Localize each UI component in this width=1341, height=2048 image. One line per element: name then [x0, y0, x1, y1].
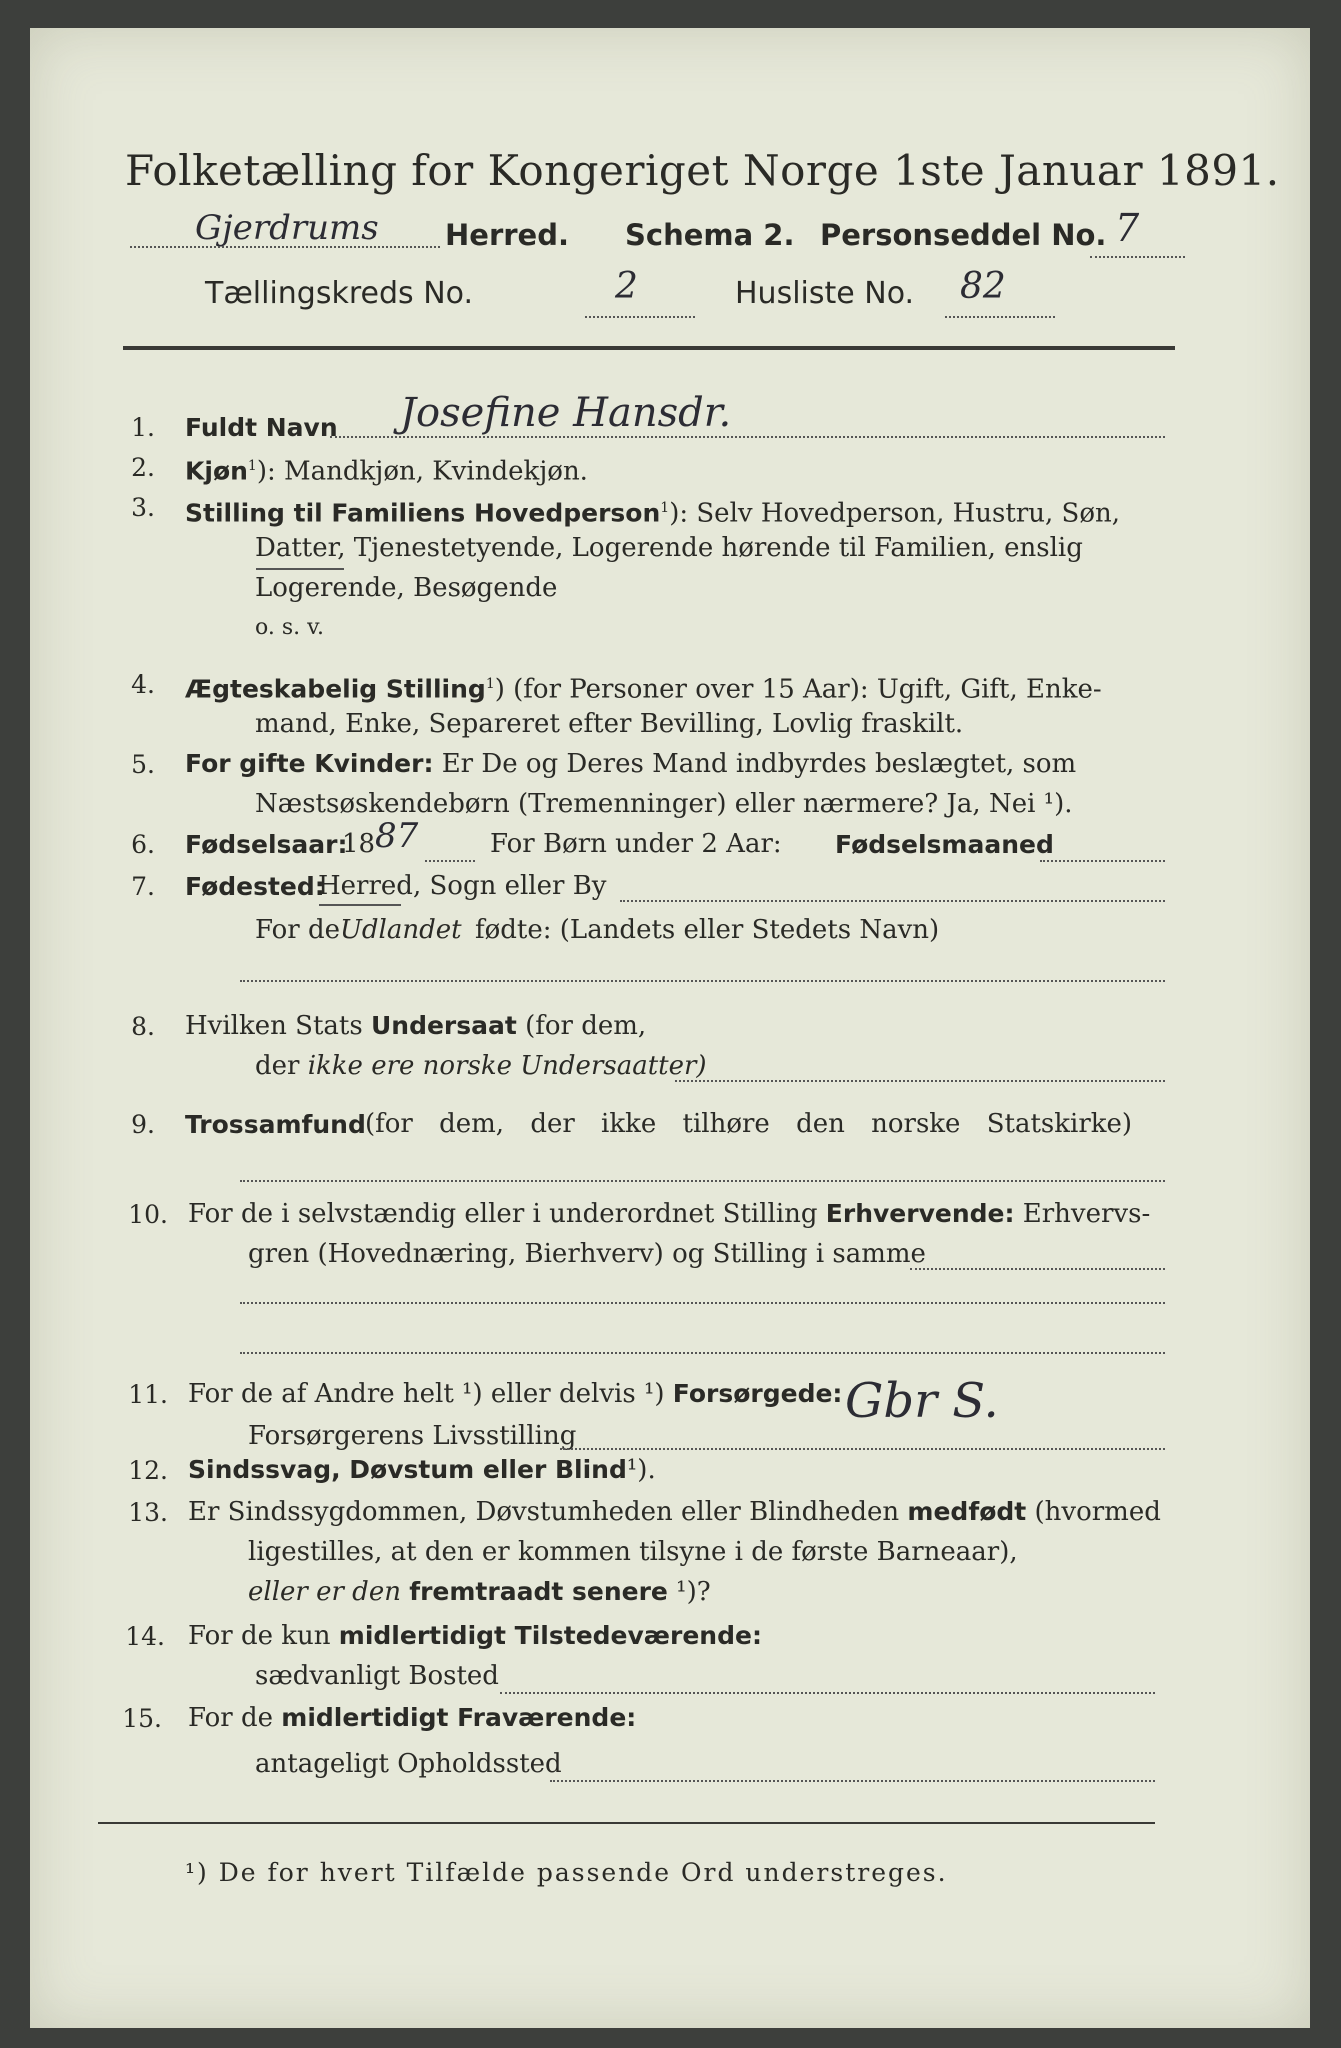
- q1-answer: Josefine Hansdr.: [400, 390, 732, 436]
- q8-label: Undersaat: [370, 1011, 517, 1040]
- q10-line1: [188, 1194, 1150, 1234]
- q2-label: Kjøn: [185, 456, 248, 486]
- q6-dots-b: [1040, 860, 1165, 862]
- q3-line1: Stilling til Familiens Hovedperson$^1$): Selv Hovedperson, Hustru, Søn,: [185, 498, 1121, 529]
- q4-label: Ægteskabelig Stilling: [185, 674, 486, 704]
- footnote-rule: [98, 1822, 1155, 1824]
- q1-number: 1.: [131, 413, 155, 442]
- q10-text1: For de i selvstændig eller i underordnet Stilling: [188, 1199, 818, 1229]
- form-title: Folketælling for Kongeriget Norge 1ste Januar 1891.: [125, 146, 1280, 195]
- q3-text1: ): Selv Hovedperson, Hustru, Søn,: [669, 498, 1121, 529]
- q6-prefix: 18: [342, 829, 376, 859]
- q2-sup: 1: [247, 458, 257, 474]
- husliste-dots: [945, 316, 1055, 318]
- personseddel-value: 7: [1115, 206, 1140, 250]
- footnote: ¹) De for hvert Tilfælde passende Ord understreges.: [185, 1858, 948, 1887]
- q4-line1: Ægteskabelig Stilling$^1$) (for Personer over 15 Aar): Ugift, Gift, Enke-: [185, 674, 1102, 705]
- q14-label: midlertidigt Tilstedeværende:: [338, 1621, 762, 1650]
- header-rule: [123, 346, 1175, 350]
- q3-line4: o. s. v.: [255, 615, 324, 640]
- q12-text: ¹).: [626, 1455, 656, 1485]
- q9-dots: [240, 1180, 1165, 1182]
- q9-text: (for dem, der ikke tilhøre den norske Statskirke): [365, 1109, 1133, 1139]
- q7-text2: For de: [255, 915, 340, 945]
- q13-label: medfødt: [907, 1497, 1027, 1526]
- q7-text3: Udlandet: [340, 915, 462, 945]
- q14-text1a: For de kun: [188, 1621, 331, 1651]
- kreds-dots: [585, 316, 695, 318]
- q11-label: Forsørgede:: [672, 1379, 843, 1408]
- q1-label: Fuldt Navn: [185, 413, 338, 442]
- q6-label2: Fødselsmaaned: [835, 830, 1054, 859]
- q4-text1: ) (for Personer over 15 Aar): Ugift, Gift, Enke-: [494, 674, 1102, 705]
- q8-text2a: der: [255, 1051, 300, 1081]
- q8-dots: [675, 1080, 1165, 1082]
- q9-number: 9.: [131, 1110, 155, 1139]
- q12-line: [188, 1450, 656, 1490]
- husliste-value: 82: [960, 266, 1006, 307]
- q13-line3: [248, 1572, 711, 1612]
- q12-number: 12.: [128, 1456, 168, 1485]
- q7-text4: fødte: (Landets eller Stedets Navn): [475, 915, 940, 945]
- q11-text1: For de af Andre helt ¹) eller delvis ¹): [188, 1379, 665, 1409]
- q14-dots: [500, 1692, 1155, 1694]
- q7-herred-underline: [319, 904, 401, 906]
- schema-label: Schema 2.: [625, 218, 795, 252]
- q13-text3b: ¹)?: [676, 1577, 711, 1607]
- kreds-value: 2: [615, 266, 638, 307]
- census-form: [30, 28, 1310, 2028]
- q3-line3: Logerende, Besøgende: [255, 573, 558, 603]
- q6-answer: 87: [375, 816, 419, 856]
- q15-number: 15.: [122, 1704, 162, 1733]
- herred-value: Gjerdrums: [195, 208, 379, 248]
- q13-text1b: (hvormed: [1034, 1497, 1161, 1527]
- q8-line2: [255, 1046, 707, 1086]
- q8-text2b: ikke ere norske Undersaatter): [307, 1051, 707, 1081]
- personseddel-label: Personseddel No.: [820, 218, 1107, 252]
- q15-label: midlertidigt Fraværende:: [281, 1703, 637, 1732]
- q10-dots-a: [910, 1268, 1165, 1270]
- q8-text1b: (for dem,: [525, 1011, 647, 1041]
- q3-number: 3.: [131, 493, 155, 522]
- q14-number: 14.: [125, 1622, 165, 1651]
- q2-text: ): Mandkjøn, Kvindekjøn.: [256, 456, 588, 487]
- q9-label: Trossamfund: [185, 1110, 366, 1139]
- q15-line2: antageligt Opholdssted: [255, 1749, 562, 1779]
- q10-number: 10.: [128, 1200, 168, 1229]
- q3-label: Stilling til Familiens Hovedperson: [185, 498, 661, 528]
- q6-number: 6.: [131, 830, 155, 859]
- q10-line2: gren (Hovednæring, Bierhverv) og Stilling i samme: [248, 1239, 926, 1269]
- q5-number: 5.: [131, 750, 155, 779]
- q1-dots: [330, 436, 1165, 438]
- q10-dots-c: [240, 1352, 1165, 1354]
- q5-text1: Er De og Deres Mand indbyrdes beslægtet, som: [441, 749, 1077, 779]
- q11-answer: Gbr S.: [845, 1373, 999, 1429]
- q14-line1: [188, 1616, 762, 1656]
- q6-label: Fødselsaar:: [185, 830, 348, 859]
- q12-label: Sindssvag, Døvstum eller Blind: [188, 1455, 627, 1484]
- q7-text1: Herred, Sogn eller By: [318, 871, 607, 901]
- personseddel-dots: [1090, 256, 1185, 258]
- q7-number: 7.: [131, 872, 155, 901]
- husliste-label: Husliste No.: [735, 276, 915, 311]
- kreds-label: Tællingskreds No.: [205, 276, 473, 311]
- q5-line1: [185, 744, 1076, 784]
- q15-dots: [550, 1780, 1155, 1782]
- q2-number: 2.: [131, 453, 155, 482]
- q13-number: 13.: [128, 1498, 168, 1527]
- q5-label: For gifte Kvinder:: [185, 749, 434, 778]
- q7-dots-b: [240, 980, 1165, 982]
- q8-text1a: Hvilken Stats: [185, 1011, 363, 1041]
- q8-number: 8.: [131, 1012, 155, 1041]
- q14-line2: sædvanligt Bosted: [255, 1661, 499, 1691]
- q13-text1: Er Sindssygdommen, Døvstumheden eller Blindheden: [188, 1497, 900, 1527]
- q13-text3a: eller er den: [248, 1577, 401, 1607]
- q4-line2: mand, Enke, Separeret efter Bevilling, Lovlig fraskilt.: [255, 709, 964, 739]
- q10-dots-b: [240, 1302, 1165, 1304]
- q6-text: For Børn under 2 Aar:: [490, 829, 782, 859]
- q4-number: 4.: [131, 670, 155, 699]
- q5-line2: Næstsøskendebørn (Tremenninger) eller nærmere? Ja, Nei ¹).: [255, 789, 1073, 819]
- q7-dots-a: [620, 900, 1165, 902]
- q10-text1b: Erhvervs-: [1022, 1199, 1151, 1229]
- q8-line1: [185, 1006, 646, 1046]
- q11-line2: Forsørgerens Livsstilling: [248, 1421, 577, 1451]
- q11-number: 11.: [128, 1380, 168, 1409]
- q15-line1: [188, 1698, 636, 1738]
- q6-dots-a: [425, 860, 475, 862]
- q11-line1: [188, 1374, 842, 1414]
- q13-label2: fremtraadt senere: [409, 1577, 668, 1606]
- q3-line2: Datter, Tjenestetyende, Logerende hørende til Familien, enslig: [255, 533, 1083, 563]
- q10-label: Erhvervende:: [825, 1199, 1015, 1228]
- herred-label: Herred.: [445, 218, 569, 252]
- q2-row: [185, 446, 588, 492]
- herred-dots: [130, 246, 440, 248]
- q15-text1a: For de: [188, 1703, 273, 1733]
- q7-label: Fødested:: [185, 872, 325, 901]
- q13-line2: ligestilles, at den er kommen tilsyne i de første Barneaar),: [248, 1537, 1018, 1567]
- q13-line1: [188, 1492, 1161, 1532]
